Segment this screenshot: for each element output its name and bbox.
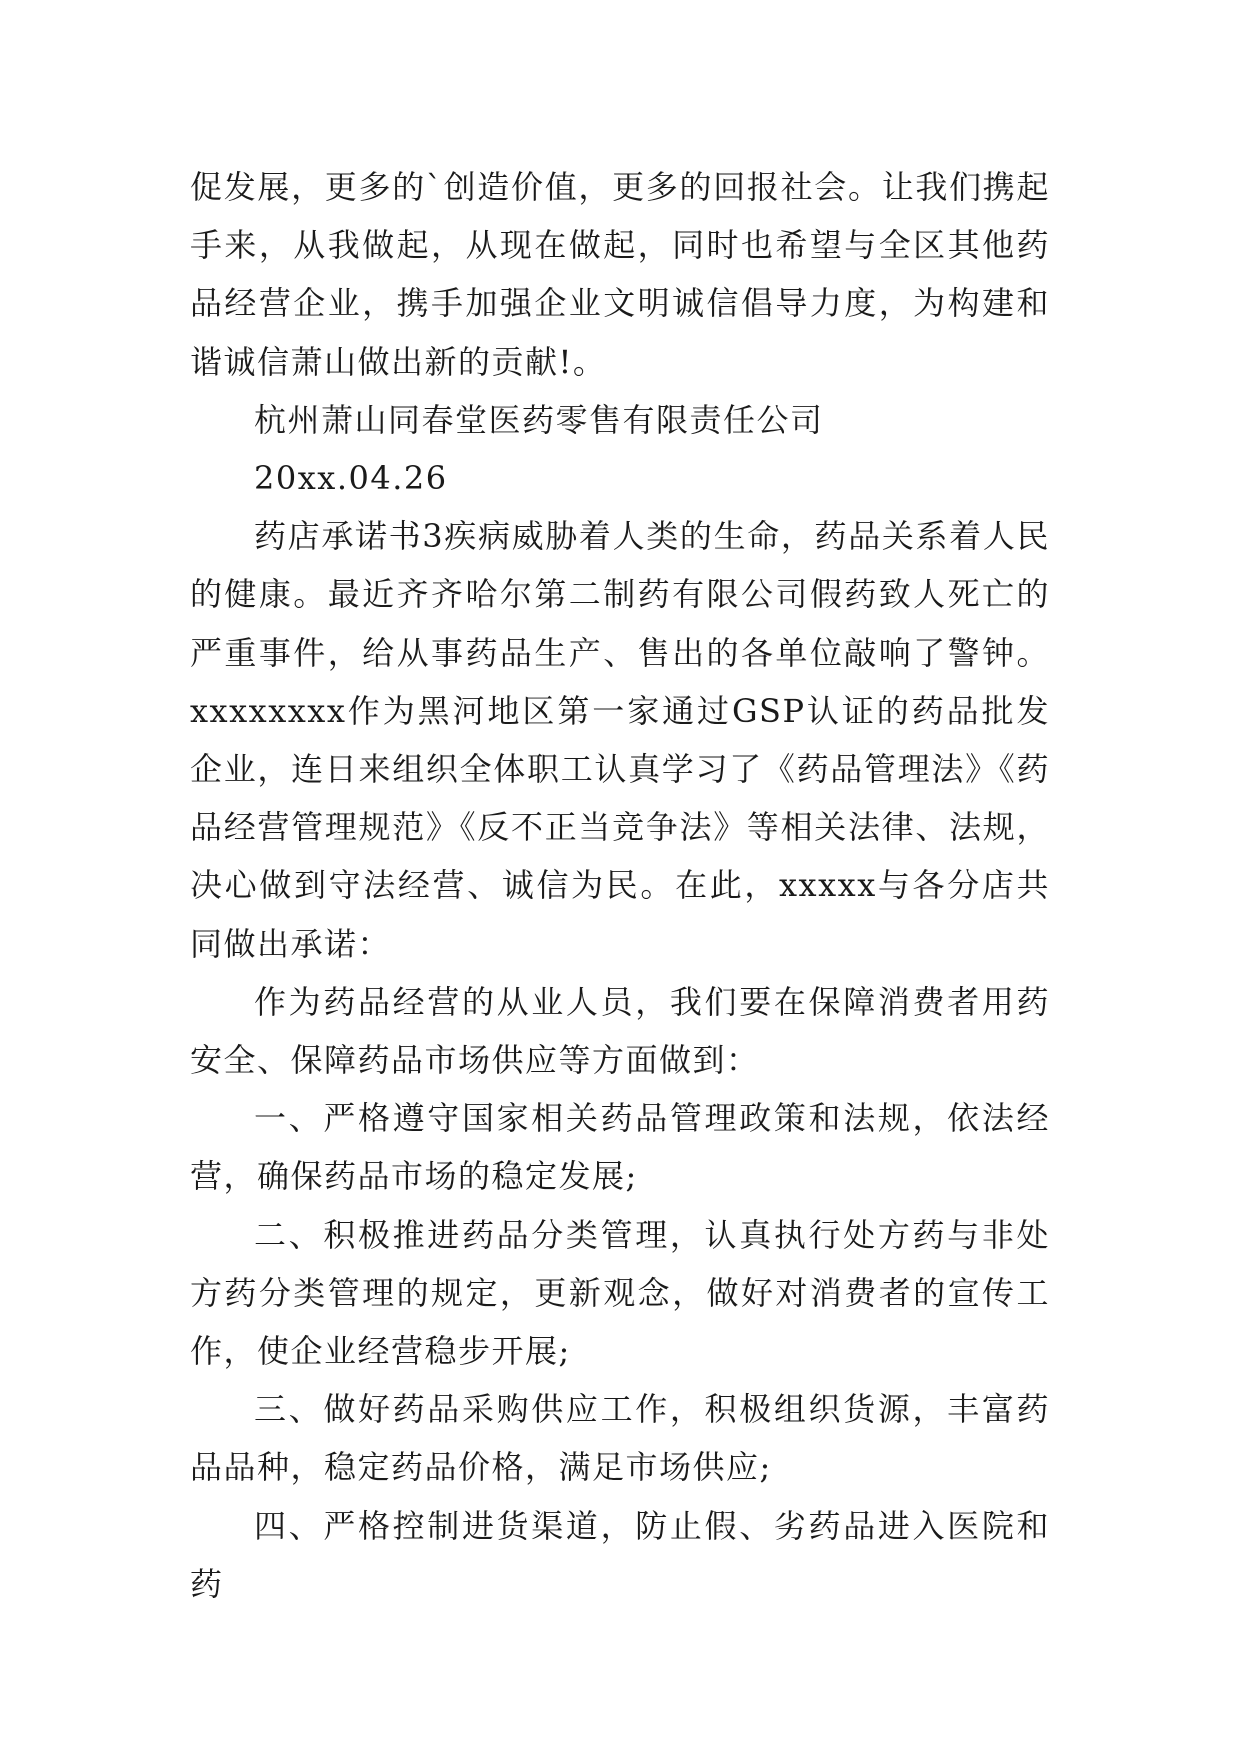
document-body bbox=[190, 158, 1050, 1613]
paragraph-company-signature: 杭州萧山同春堂医药零售有限责任公司 bbox=[254, 400, 824, 439]
paragraph-item-three: 三、做好药品采购供应工作，积极组织货源，丰富药品品种，稳定药品价格，满足市场供应; bbox=[190, 1390, 1050, 1487]
paragraph-item-two: 二、积极推进药品分类管理，认真执行处方药与非处方药分类管理的规定，更新观念，做好对消费者的宣传工作，使企业经营稳步开展; bbox=[190, 1215, 1050, 1371]
paragraph-item-one: 一、严格遵守国家相关药品管理政策和法规，依法经营，确保药品市场的稳定发展; bbox=[190, 1099, 1050, 1196]
paragraph-pledge-scope: 作为药品经营的从业人员，我们要在保障消费者用药安全、保障药品市场供应等方面做到： bbox=[190, 982, 1050, 1080]
paragraph-pledge-intro: 药店承诺书3疾病威胁着人类的生命，药品关系着人民的健康。最近齐齐哈尔第二制药有限公司假药致人死亡的严重事件，给从事药品生产、售出的各单位敲响了警钟。xxxxxxxx作为黑河地区第一家通过GSP认证的药品批发企业，连日来组织全体职工认真学习了《药品管理法》《药品经营管理规范》《反不正当竞争法》等相关法律、法规，决心做到守法经营、诚信为民。在此，xxxxx与各分店共同做出承诺： bbox=[190, 517, 1050, 963]
paragraph-date: 20xx.04.26 bbox=[254, 459, 448, 498]
paragraph-closing-appeal: 促发展，更多的`创造价值，更多的回报社会。让我们携起手来，从我做起，从现在做起，同时也希望与全区其他药品经营企业，携手加强企业文明诚信倡导力度，为构建和谐诚信萧山做出新的贡献!。 bbox=[190, 168, 1050, 381]
paragraph-item-four: 四、严格控制进货渠道，防止假、劣药品进入医院和药 bbox=[190, 1506, 1050, 1603]
